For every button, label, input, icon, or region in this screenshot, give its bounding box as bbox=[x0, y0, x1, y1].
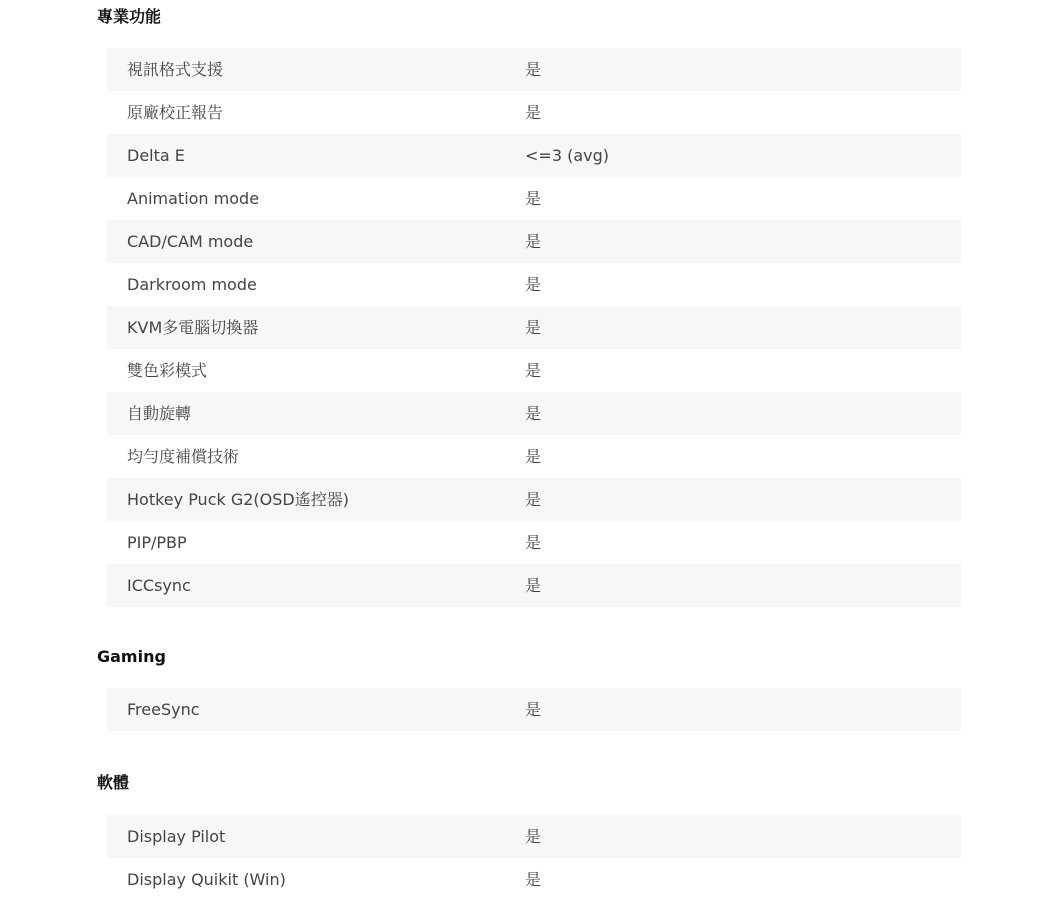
spec-row bbox=[107, 91, 961, 134]
spec-label: Hotkey Puck G2(OSD遙控器) bbox=[127, 489, 349, 509]
spec-row bbox=[107, 134, 961, 177]
spec-value: 是 bbox=[525, 489, 542, 509]
spec-value: 是 bbox=[525, 231, 542, 251]
spec-label: 均勻度補償技術 bbox=[127, 446, 240, 466]
spec-value: 是 bbox=[525, 575, 542, 595]
spec-label: 雙色彩模式 bbox=[127, 360, 208, 380]
spec-value: 是 bbox=[525, 699, 542, 719]
section-title-software: 軟體 bbox=[97, 773, 130, 792]
spec-value: 是 bbox=[525, 188, 542, 208]
spec-label: 自動旋轉 bbox=[127, 403, 192, 423]
spec-row bbox=[107, 349, 961, 392]
section-title-professional-features: 專業功能 bbox=[97, 7, 162, 26]
spec-row bbox=[107, 435, 961, 478]
spec-row bbox=[107, 177, 961, 220]
spec-value: 是 bbox=[525, 317, 542, 337]
spec-value: 是 bbox=[525, 274, 542, 294]
spec-table-gaming bbox=[107, 688, 961, 731]
spec-row bbox=[107, 858, 961, 901]
spec-label: Animation mode bbox=[127, 188, 260, 208]
spec-label: Delta E bbox=[127, 145, 185, 165]
spec-table-professional-features bbox=[107, 48, 961, 607]
spec-label: CAD/CAM mode bbox=[127, 231, 254, 251]
spec-value: 是 bbox=[525, 826, 542, 846]
spec-row bbox=[107, 815, 961, 858]
spec-label: KVM多電腦切換器 bbox=[127, 317, 259, 337]
spec-label: FreeSync bbox=[127, 699, 200, 719]
spec-label: PIP/PBP bbox=[127, 532, 187, 552]
spec-table-software bbox=[107, 815, 961, 901]
spec-row bbox=[107, 263, 961, 306]
spec-label: 視訊格式支援 bbox=[127, 59, 224, 79]
spec-label: Darkroom mode bbox=[127, 274, 257, 294]
section-title-gaming: Gaming bbox=[97, 647, 166, 666]
spec-label: 原廠校正報告 bbox=[127, 102, 224, 122]
spec-value: 是 bbox=[525, 446, 542, 466]
spec-row bbox=[107, 48, 961, 91]
spec-label: ICCsync bbox=[127, 575, 191, 595]
spec-row bbox=[107, 564, 961, 607]
spec-row bbox=[107, 478, 961, 521]
spec-row bbox=[107, 220, 961, 263]
spec-value: 是 bbox=[525, 360, 542, 380]
spec-value: 是 bbox=[525, 102, 542, 122]
spec-row bbox=[107, 392, 961, 435]
spec-value: 是 bbox=[525, 532, 542, 552]
spec-label: Display Pilot bbox=[127, 826, 226, 846]
spec-row bbox=[107, 521, 961, 564]
spec-label: Display Quikit (Win) bbox=[127, 869, 286, 889]
spec-value: 是 bbox=[525, 59, 542, 79]
spec-row bbox=[107, 306, 961, 349]
spec-value: 是 bbox=[525, 403, 542, 423]
spec-value: <=3 (avg) bbox=[525, 145, 609, 165]
spec-value: 是 bbox=[525, 869, 542, 889]
spec-row bbox=[107, 688, 961, 731]
